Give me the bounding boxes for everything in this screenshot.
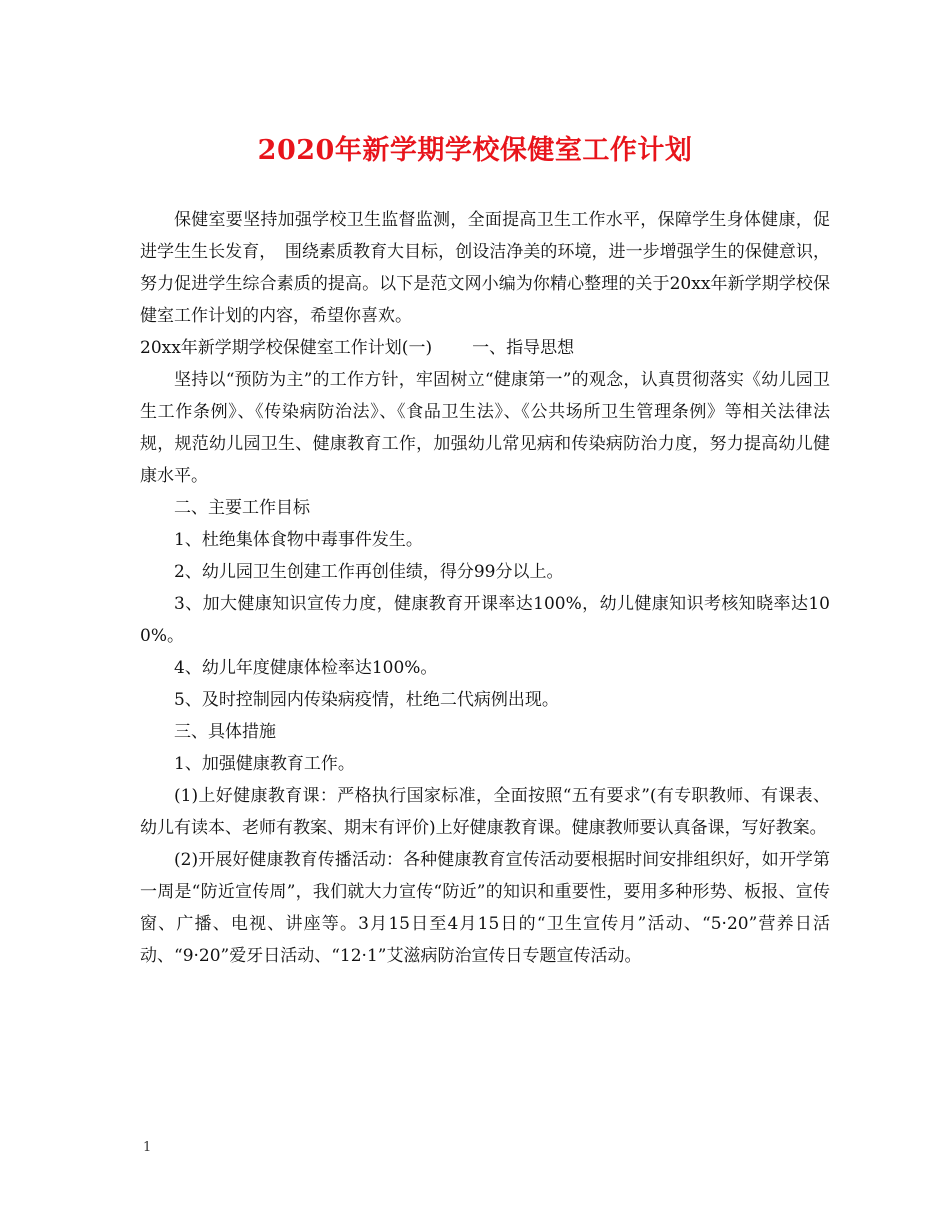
page-number: 1 — [143, 1140, 152, 1155]
document-title: 2020年新学期学校保健室工作计划 — [257, 135, 693, 166]
subheading-line — [140, 332, 830, 364]
paragraph-guiding-principle: 坚持以“预防为主”的工作方针，牢固树立“健康第一”的观念，认真贯彻落实《幼儿园卫生工作条例》、《传染病防治法》、《食品卫生法》、《公共场所卫生管理条例》等相关法律法规，规范幼儿园卫生、健康教育工作，加强幼儿常见病和传染病防治力度，努力提高幼儿健康水平。 — [140, 370, 830, 486]
heading-specific-measures: 三、具体措施 — [174, 722, 276, 742]
intro-paragraph: 保健室要坚持加强学校卫生监督监测，全面提高卫生工作水平，保障学生身体健康，促进学生生长发育， 围绕素质教育大目标，创设洁净美的环境，进一步增强学生的保健意识，努力促进学生综合素质的提高。以下是范文网小编为你精心整理的关于20xx年新学期学校保健室工作计划的内容，希望你喜欢。 — [140, 210, 830, 326]
measure-item-1: 1、加强健康教育工作。 — [174, 754, 355, 774]
measure-subitem-1: (1)上好健康教育课：严格执行国家标准，全面按照“五有要求”(有专职教师、有课表、幼儿有读本、老师有教案、期末有评价)上好健康教育课。健康教师要认真备课，写好教案。 — [140, 786, 830, 838]
goal-item-4: 4、幼儿年度健康体检率达100%。 — [174, 658, 438, 678]
measure-subitem-2: (2)开展好健康教育传播活动：各种健康教育宣传活动要根据时间安排组织好，如开学第一周是“防近宣传周”，我们就大力宣传“防近”的知识和重要性，要用多种形势、板报、宣传窗、广播、电视、讲座等。3月15日至4月15日的“卫生宣传月”活动、“5·20”营养日活动、“9·20”爱牙日活动、“12·1”艾滋病防治宣传日专题宣传活动。 — [140, 850, 830, 966]
document-body — [140, 204, 830, 972]
subheading-plan-one: 20xx年新学期学校保健室工作计划(一) — [140, 338, 433, 358]
goal-item-1: 1、杜绝集体食物中毒事件发生。 — [174, 530, 423, 550]
heading-main-goals: 二、主要工作目标 — [174, 498, 310, 518]
goal-item-5: 5、及时控制园内传染病疫情，杜绝二代病例出现。 — [174, 690, 559, 710]
subheading-guiding-thought: 一、指导思想 — [472, 338, 575, 358]
goal-item-3: 3、加大健康知识宣传力度，健康教育开课率达100%，幼儿健康知识考核知晓率达100%。 — [140, 594, 830, 646]
goal-item-2: 2、幼儿园卫生创建工作再创佳绩，得分99分以上。 — [174, 562, 564, 582]
